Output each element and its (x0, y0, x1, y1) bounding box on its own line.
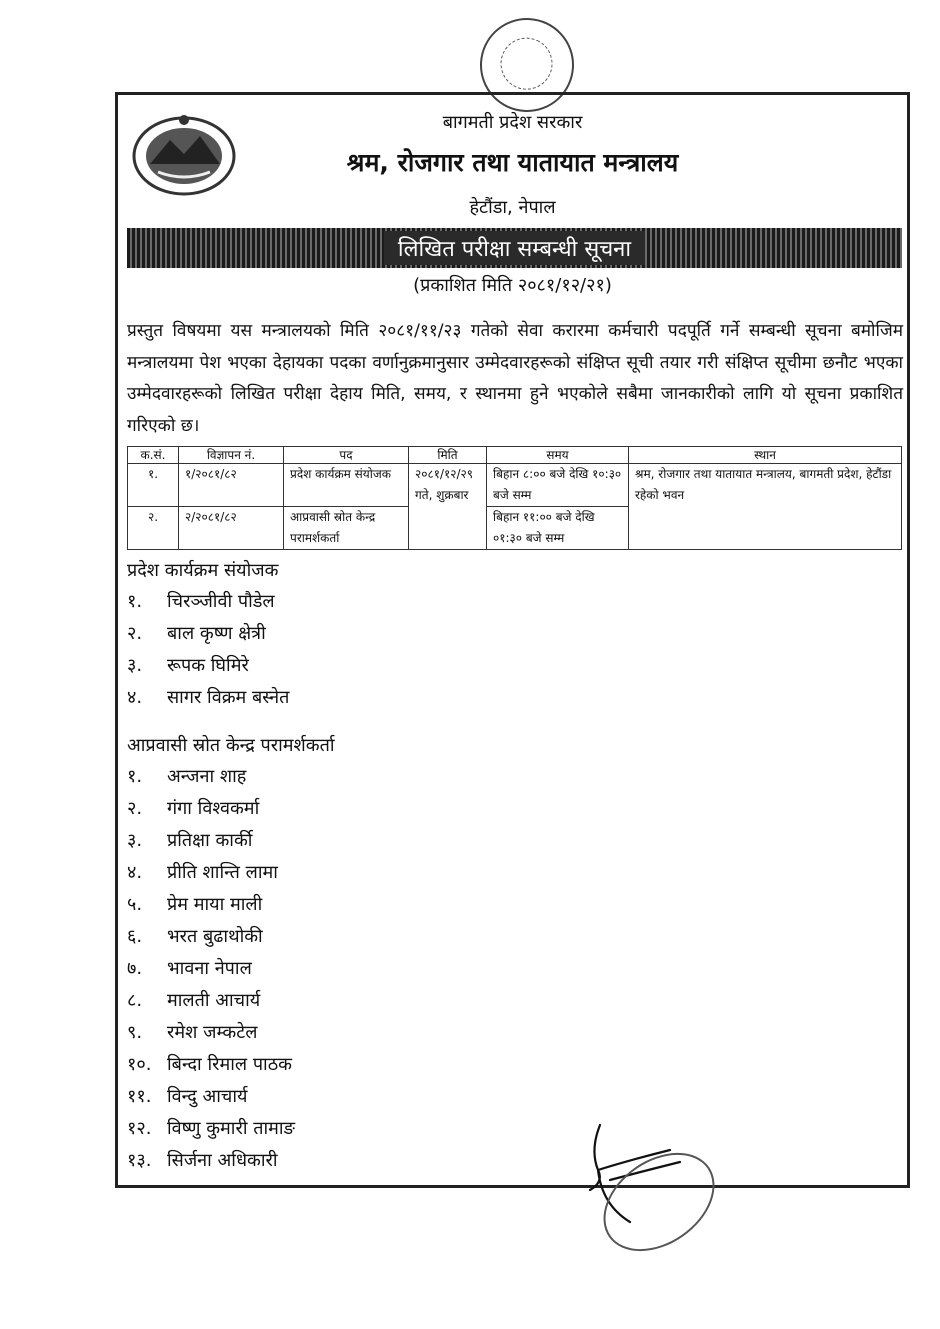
ministry-name: श्रम, रोजगार तथा यातायात मन्त्रालय (346, 148, 679, 177)
list-item (127, 825, 295, 857)
list-number: ६. (127, 926, 143, 947)
ad-number: १/२०८१/८२ (179, 464, 284, 507)
exam-venue: श्रम, रोजगार तथा यातायात मन्त्रालय, बागमती प्रदेश, हेटौंडा रहेको भवन (629, 464, 902, 550)
post-name: प्रदेश कार्यक्रम संयोजक (284, 464, 409, 507)
candidate-name: सागर विक्रम बस्नेत (167, 687, 290, 708)
list-number: १. (127, 591, 143, 612)
list-number: १. (127, 766, 143, 787)
list-item (127, 586, 289, 618)
list-item (127, 921, 295, 953)
exam-date: २०८१/१२/२९ गते, शुक्रबार (409, 464, 487, 550)
list-item (127, 1049, 295, 1081)
list-number: ३. (127, 830, 143, 851)
list-item (127, 857, 295, 889)
notice-body: प्रस्तुत विषयमा यस मन्त्रालयको मिति २०८१/११/२३ गतेको सेवा करारमा कर्मचारी पदपूर्ति गर्ने सम्बन्धी सूचना बमोजिम मन्त्रालयमा पेश भएका देहायका पदका वर्णानुक्रमानुसार उम्मेदवारहरूको संक्षिप्त सूची तयार गरी संक्षिप्त सूचीमा छनौट भएका उम्मेदवारहरूको लिखित परीक्षा देहाय मिति, समय, र स्थानमा हुने भएकोले सबैमा जानकारीको लागि यो सूचना प्रकाशित गरिएको छ। (127, 321, 903, 436)
list-number: २. (127, 623, 143, 644)
list-number: १०. (127, 1054, 152, 1075)
list-number: १३. (127, 1150, 152, 1171)
ad-number: २/२०८१/८२ (179, 507, 284, 550)
table-header: स्थान (629, 447, 902, 464)
notice-title: लिखित परीक्षा सम्बन्धी सूचना (384, 231, 645, 265)
list-number: ३. (127, 655, 143, 676)
list-item (127, 1017, 295, 1049)
list-item (127, 985, 295, 1017)
office-location: हेटौंडा, नेपाल (469, 197, 556, 218)
candidate-name: चिरञ्जीवी पौडेल (167, 591, 275, 612)
coordinator-candidate-list (127, 586, 289, 714)
candidate-name: भावना नेपाल (167, 958, 252, 979)
section-title-counselor: आप्रवासी स्रोत केन्द्र परामर्शकर्ता (127, 735, 335, 756)
list-number: ११. (127, 1086, 152, 1107)
table-header: समय (487, 447, 629, 464)
exam-schedule-table (127, 446, 902, 550)
table-header: क.सं. (128, 447, 179, 464)
candidate-name: अन्जना शाह (167, 766, 247, 787)
table-header: विज्ञापन नं. (179, 447, 284, 464)
candidate-name: भरत बुढाथोकी (167, 926, 263, 947)
table-header: मिति (409, 447, 487, 464)
candidate-name: प्रतिक्षा कार्की (167, 830, 253, 851)
candidate-name: रूपक घिमिरे (167, 655, 249, 676)
list-item (127, 761, 295, 793)
list-number: १२. (127, 1118, 152, 1139)
list-item (127, 889, 295, 921)
candidate-name: मालती आचार्य (167, 990, 261, 1011)
published-date: (प्रकाशित मिति २०८१/१२/२१) (413, 275, 612, 296)
government-name: बागमती प्रदेश सरकार (442, 112, 583, 133)
table-header-row (128, 447, 902, 464)
list-number: २. (127, 798, 143, 819)
notice-title-banner (127, 228, 902, 268)
candidate-name: प्रेम माया माली (167, 894, 263, 915)
exam-time: बिहान ८:०० बजे देखि १०:३० बजे सम्म (487, 464, 629, 507)
list-item (127, 618, 289, 650)
table-row (128, 464, 902, 507)
list-item (127, 1081, 295, 1113)
list-item (127, 953, 295, 985)
list-number: ४. (127, 862, 143, 883)
list-number: ५. (127, 894, 143, 915)
list-item (127, 650, 289, 682)
candidate-name: बाल कृष्ण क्षेत्री (167, 623, 266, 644)
list-item (127, 1145, 295, 1177)
counselor-candidate-list (127, 761, 295, 1177)
list-number: ९. (127, 1022, 143, 1043)
list-number: ८. (127, 990, 143, 1011)
candidate-name: विष्णु कुमारी तामाङ (167, 1118, 296, 1139)
list-item (127, 793, 295, 825)
list-item (127, 1113, 295, 1145)
list-number: ७. (127, 958, 143, 979)
candidate-name: विन्दु आचार्य (167, 1086, 248, 1107)
candidate-name: गंगा विश्वकर्मा (167, 798, 260, 819)
exam-time: बिहान ११:०० बजे देखि ०१:३० बजे सम्म (487, 507, 629, 550)
list-number: ४. (127, 687, 143, 708)
candidate-name: बिन्दा रिमाल पाठक (167, 1054, 292, 1075)
candidate-name: सिर्जना अधिकारी (167, 1150, 278, 1171)
row-number: २. (128, 507, 179, 550)
row-number: १. (128, 464, 179, 507)
table-header: पद (284, 447, 409, 464)
candidate-name: प्रीति शान्ति लामा (167, 862, 278, 883)
post-name: आप्रवासी स्रोत केन्द्र परामर्शकर्ता (284, 507, 409, 550)
section-title-coordinator: प्रदेश कार्यक्रम संयोजक (127, 560, 279, 581)
list-item (127, 682, 289, 714)
candidate-name: रमेश जम्कटेल (167, 1022, 258, 1043)
